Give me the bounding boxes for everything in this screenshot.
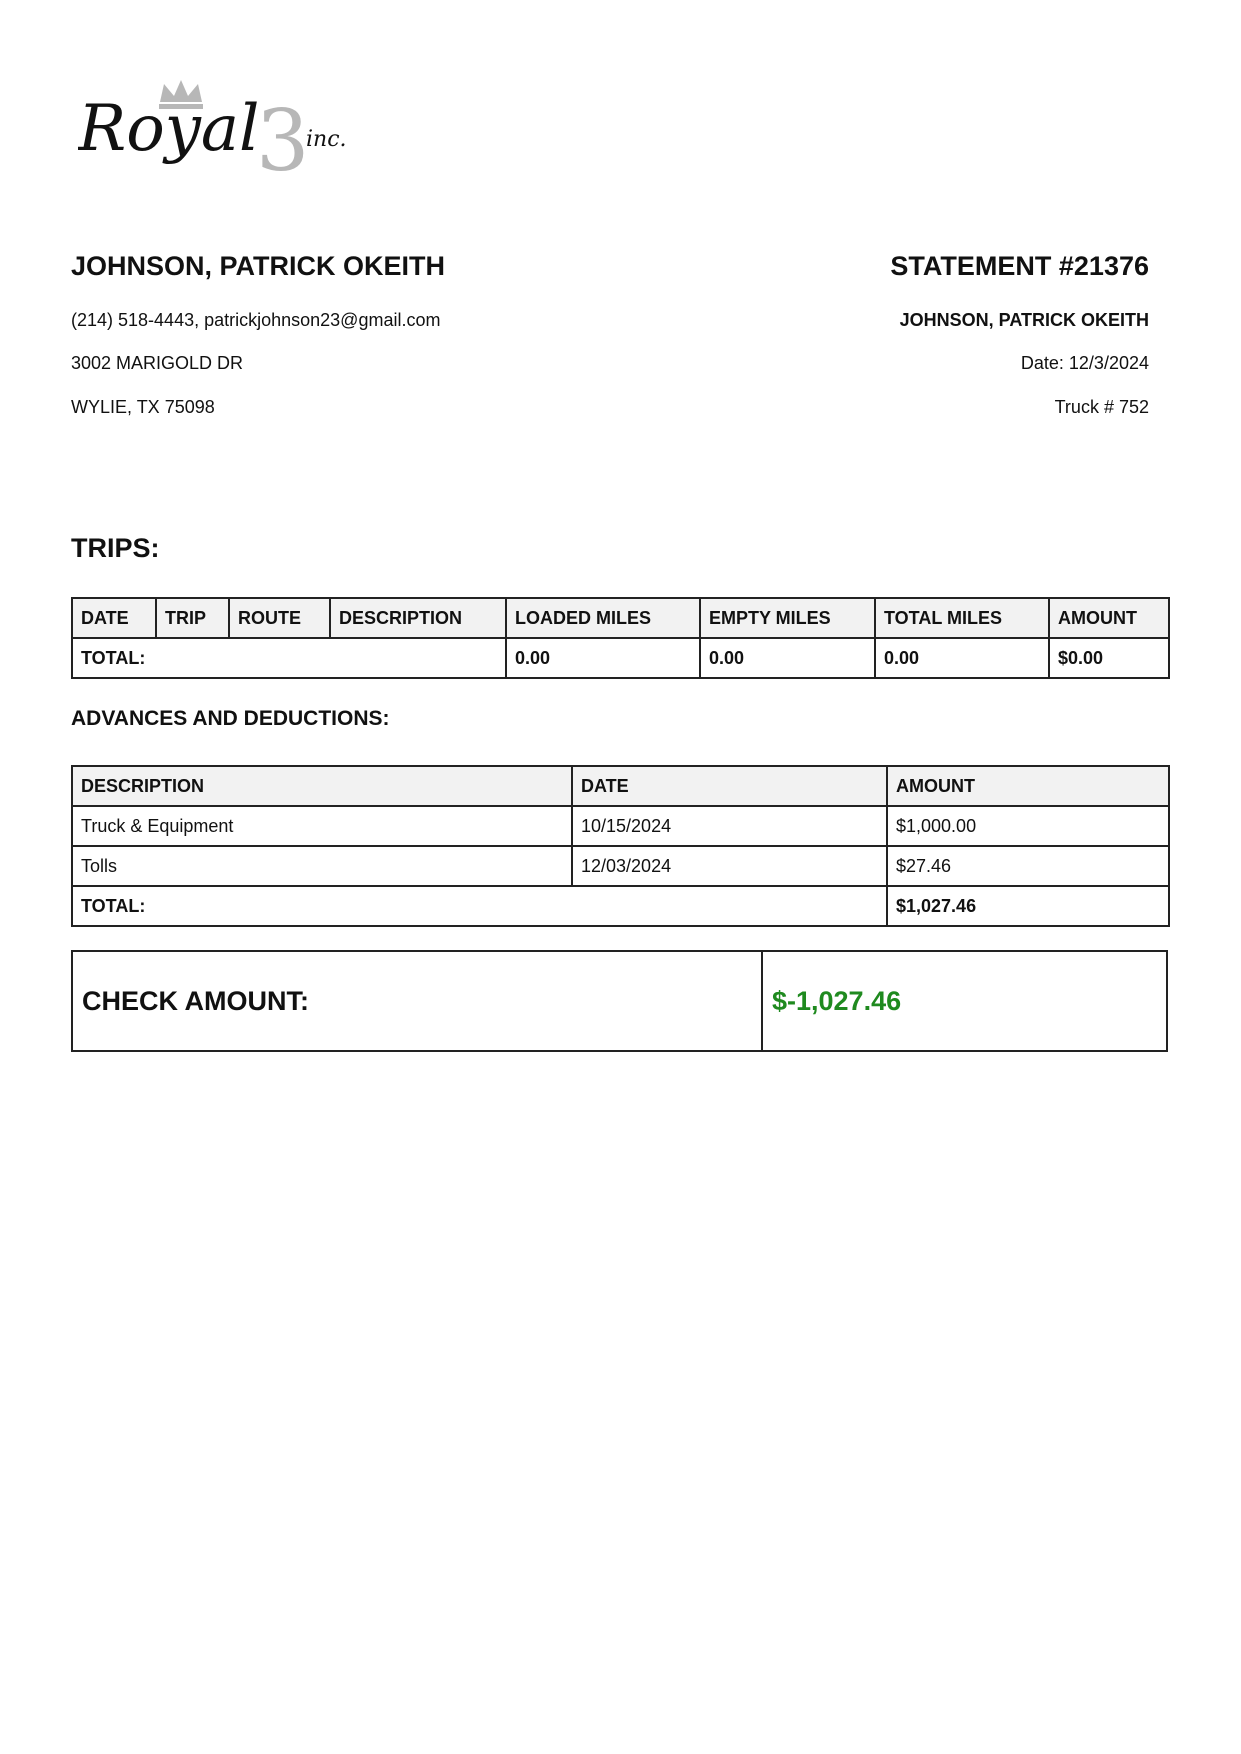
- trips-heading: TRIPS:: [71, 533, 160, 563]
- advances-header-row: [72, 766, 1169, 806]
- trips-total-label: TOTAL:: [72, 638, 506, 678]
- trips-col-date: DATE: [72, 598, 156, 638]
- advance-amount: $27.46: [887, 846, 1169, 886]
- driver-contact: (214) 518-4443, patrickjohnson23@gmail.com: [71, 310, 441, 330]
- table-row: [72, 806, 1169, 846]
- logo-numeral: 3: [256, 92, 310, 190]
- statement-name: JOHNSON, PATRICK OKEITH: [899, 310, 1149, 330]
- logo-suffix: inc.: [306, 127, 347, 152]
- advances-heading: ADVANCES AND DEDUCTIONS:: [71, 707, 390, 730]
- advance-description: Tolls: [72, 846, 572, 886]
- advance-date: 12/03/2024: [572, 846, 887, 886]
- statement-date: Date: 12/3/2024: [1020, 353, 1149, 373]
- driver-name: JOHNSON, PATRICK OKEITH: [71, 251, 446, 281]
- advances-total-row: [72, 886, 1169, 926]
- advance-amount: $1,000.00: [887, 806, 1169, 846]
- trips-col-amount: AMOUNT: [1049, 598, 1169, 638]
- company-logo: [78, 78, 378, 190]
- trips-col-empty-miles: EMPTY MILES: [700, 598, 875, 638]
- trips-total-loaded-miles: 0.00: [506, 638, 700, 678]
- logo-script-text: Royal: [78, 92, 260, 166]
- driver-address-line1: 3002 MARIGOLD DR: [71, 353, 244, 373]
- advances-col-amount: AMOUNT: [887, 766, 1169, 806]
- trips-total-row: [72, 638, 1169, 678]
- trips-col-loaded-miles: LOADED MILES: [506, 598, 700, 638]
- statement-truck: Truck # 752: [1054, 397, 1149, 417]
- advance-description: Truck & Equipment: [72, 806, 572, 846]
- trips-col-route: ROUTE: [229, 598, 330, 638]
- trips-col-total-miles: TOTAL MILES: [875, 598, 1049, 638]
- trips-total-amount: $0.00: [1049, 638, 1169, 678]
- trips-table: [71, 597, 1170, 679]
- advances-table: [71, 765, 1170, 927]
- driver-address-line2: WYLIE, TX 75098: [71, 397, 215, 417]
- table-row: [72, 846, 1169, 886]
- trips-total-empty-miles: 0.00: [700, 638, 875, 678]
- trips-col-description: DESCRIPTION: [330, 598, 506, 638]
- advance-date: 10/15/2024: [572, 806, 887, 846]
- advances-total-label: TOTAL:: [72, 886, 887, 926]
- check-amount-box: [71, 950, 1168, 1052]
- advances-total-amount: $1,027.46: [887, 886, 1169, 926]
- check-amount-label: CHECK AMOUNT:: [73, 952, 763, 1050]
- trips-total-total-miles: 0.00: [875, 638, 1049, 678]
- trips-header-row: [72, 598, 1169, 638]
- statement-title: STATEMENT #21376: [890, 251, 1149, 281]
- royal3-logo-graphic: [78, 78, 378, 190]
- advances-col-date: DATE: [572, 766, 887, 806]
- check-amount-value: $-1,027.46: [772, 985, 902, 1016]
- trips-col-trip: TRIP: [156, 598, 229, 638]
- advances-col-description: DESCRIPTION: [72, 766, 572, 806]
